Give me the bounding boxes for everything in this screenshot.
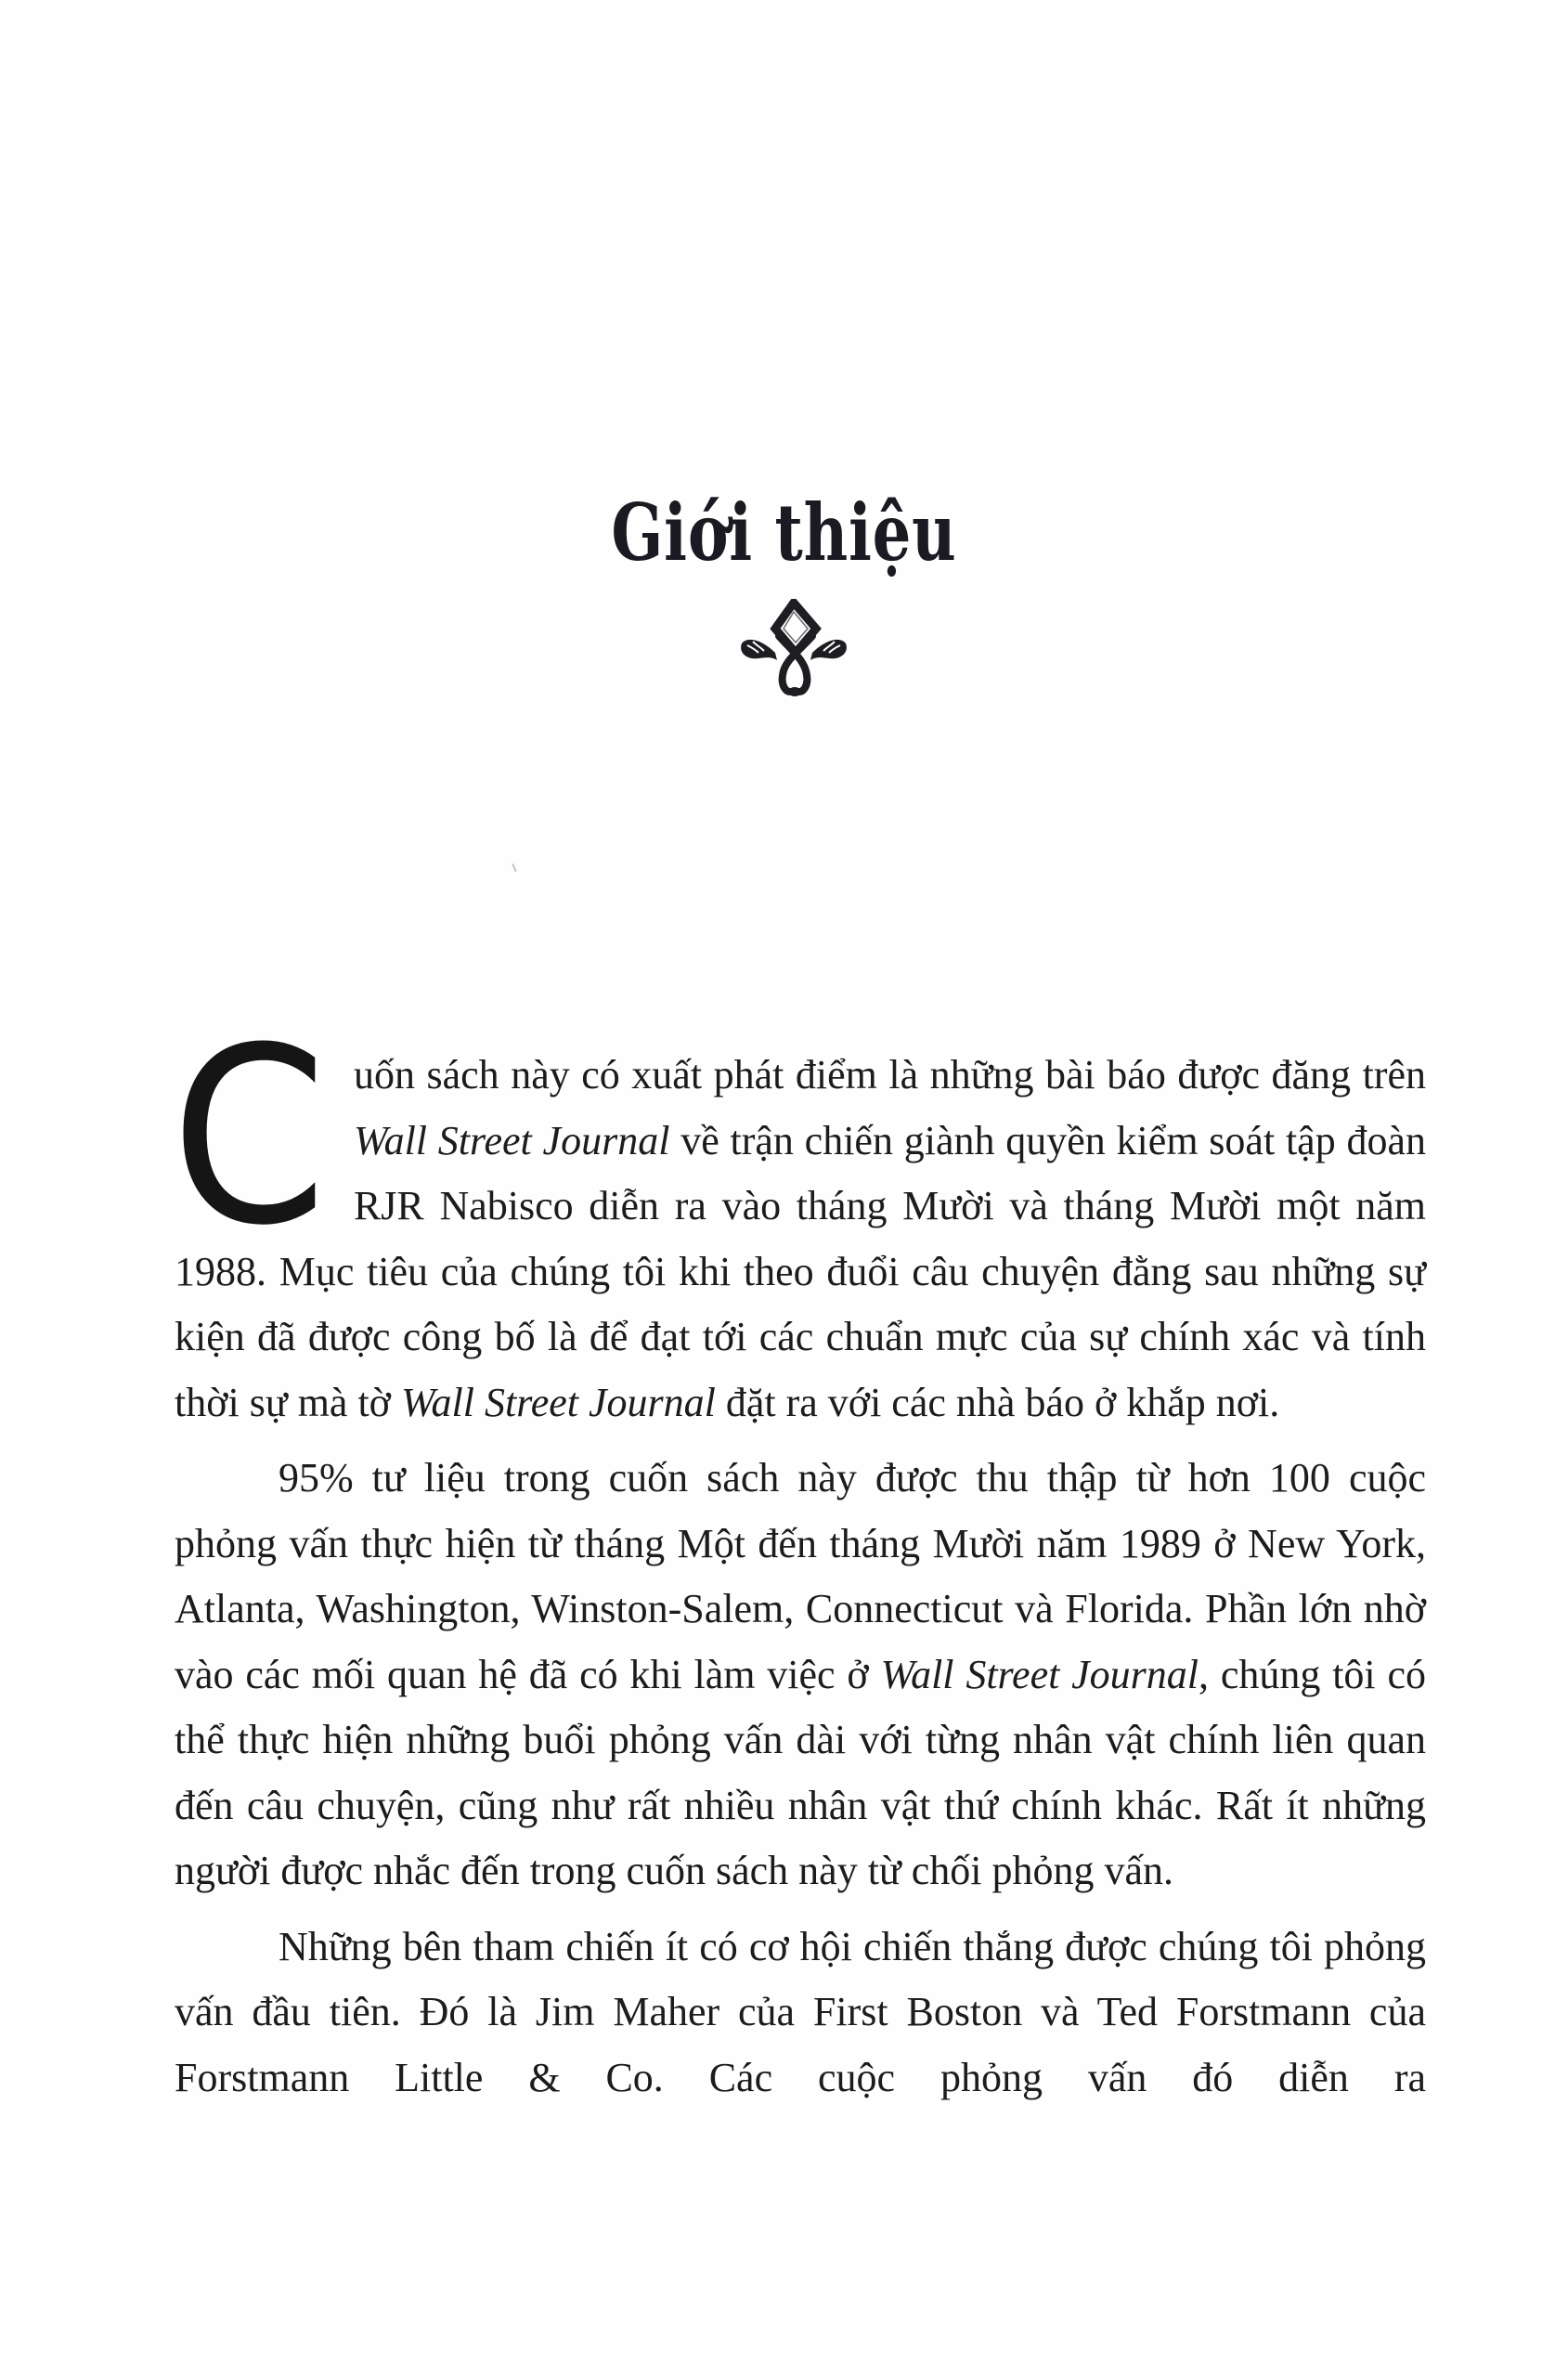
publication-name: Wall Street Journal xyxy=(400,1379,716,1425)
drop-cap: C xyxy=(171,995,328,1279)
text-segment: đặt ra với các nhà báo ở khắp nơi. xyxy=(715,1379,1280,1425)
fleuron-ornament-icon xyxy=(738,599,849,701)
paragraph xyxy=(171,995,1427,1435)
scan-speck xyxy=(512,864,517,872)
chapter-title: Giới thiệu xyxy=(611,487,957,578)
text-segment: , chúng tôi có thể thực hiện những buổi phỏng vấn dài với từng nhân vật chính liên quan đến câu chuyện, cũng như rất nhiều nhân vật thứ chính khác. Rất ít những người được nhắc đến trong cuốn sách này từ chối phỏng vấn. xyxy=(175,1651,1426,1893)
text-segment: Những bên tham chiến ít có cơ hội chiến thắng được chúng tôi phỏng vấn đầu tiên. Đó là Jim Maher của First Boston và Ted Forstmann của Forstmann Little & Co. Các cuộc phỏng vấn đó diễn ra xyxy=(175,1923,1426,2100)
publication-name: Wall Street Journal xyxy=(880,1651,1199,1697)
text-segment: 95% tư liệu trong cuốn sách này được thu thập từ hơn 100 cuộc phỏng vấn thực hiện từ tháng Một đến tháng Mười năm 1989 ở New York, Atlanta, Washington, Winston-Salem, Connecticut và Florida. Phần lớn nhờ vào các mối quan hệ đã có khi làm việc ở xyxy=(175,1455,1426,1697)
paragraph xyxy=(175,1915,1426,2111)
chapter-body xyxy=(171,995,1427,2121)
text-segment: về trận chiến giành quyền kiểm soát tập đoàn RJR Nabisco diễn ra vào tháng Mười và tháng Mười một năm 1988. Mục tiêu của chúng tôi khi theo đuổi câu chuyện đằng sau những sự kiện đã được công bố là để đạt tới các chuẩn mực của sự chính xác và tính thời sự mà tờ xyxy=(175,1117,1427,1425)
publication-name: Wall Street Journal xyxy=(353,1117,670,1163)
text-segment: uốn sách này có xuất phát điểm là những bài báo được đăng trên xyxy=(353,1052,1426,1098)
paragraph xyxy=(175,1446,1426,1904)
